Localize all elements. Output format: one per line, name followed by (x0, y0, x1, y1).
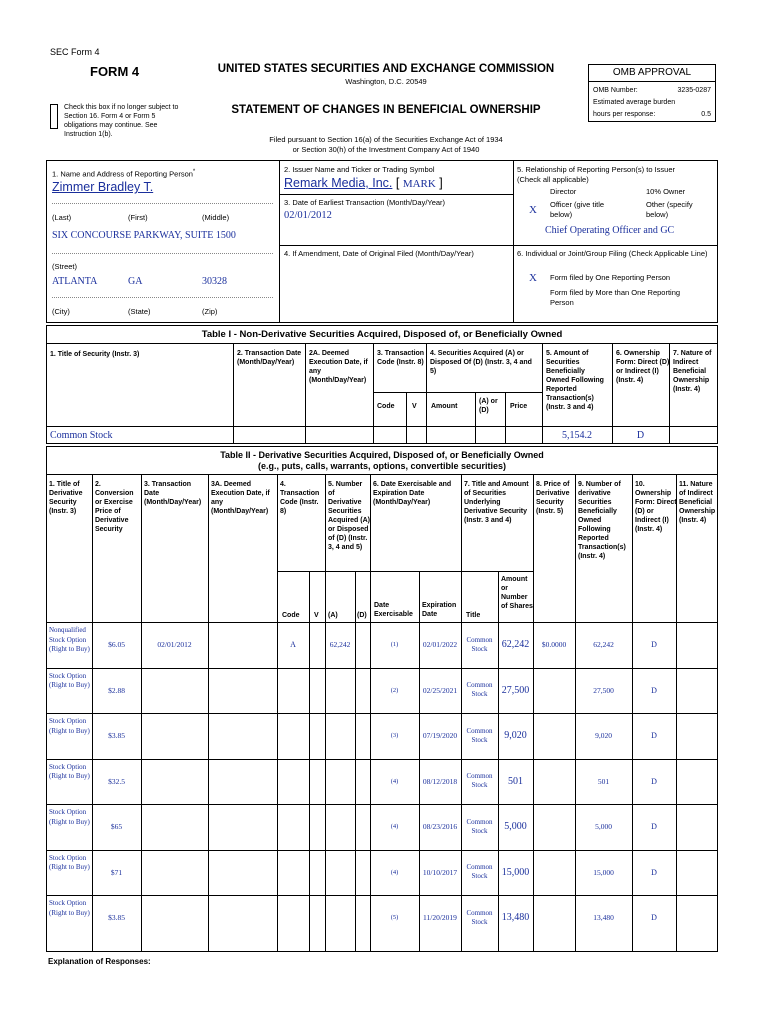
t2-row-price: $2.88 (108, 685, 125, 695)
issuer-name: Remark Media, Inc. [ MARK ] (284, 176, 443, 190)
city-value: ATLANTA (52, 276, 98, 287)
table-2-title: Table II - Derivative Securities Acquired, Disposed of, or Beneficially Owned (220, 450, 544, 460)
more-person-label[interactable]: Form filed by More than One Reporting Person (550, 288, 681, 307)
t2-row-form: D (651, 731, 657, 741)
t2-row-owned: 27,500 (593, 685, 614, 695)
table-row-divider (46, 759, 718, 760)
reporting-person-label: 1. Name and Address of Reporting Person* (52, 169, 196, 179)
omb-approval-box (588, 64, 716, 122)
t1-h1: 1. Title of Security (Instr. 3) (50, 351, 140, 358)
issuer-link[interactable]: Remark Media, Inc. (284, 176, 393, 190)
last-label: (Last) (52, 213, 72, 222)
check-all-label: (Check all applicable) (517, 175, 589, 184)
street-value: SIX CONCOURSE PARKWAY, SUITE 1500 (52, 230, 236, 241)
table-row-divider (46, 895, 718, 896)
t2-row-shares: 27,500 (501, 684, 530, 696)
t2-row-price: $3.85 (108, 731, 125, 741)
t1-h2: 2. Transaction Date (Month/Day/Year) (237, 350, 302, 366)
t2-row-shares: 62,242 (501, 639, 530, 651)
t2-h5: 5. Number of Derivative Securities Acquired (A) or Disposed of (D) (Instr. 3, 4 and 5) (328, 481, 370, 551)
t1-h3: 3. Transaction Code (Instr. 8) (377, 350, 425, 366)
t2-row-price: $3.85 (108, 913, 125, 923)
middle-label: (Middle) (202, 213, 230, 222)
t2-row-expiration: 11/20/2019 (423, 913, 457, 923)
no-longer-subject-checkbox[interactable] (50, 104, 58, 129)
t2-row-form: D (651, 640, 657, 650)
t2-v: V (314, 612, 319, 619)
t2-row-exercisable: (2) (390, 686, 399, 694)
t2-h2: 2. Conversion or Exercise Price of Derivative Security (95, 481, 134, 533)
t2-row-underlying: Common Stock (466, 817, 493, 835)
reporting-person-name[interactable]: Zimmer Bradley T. (52, 180, 154, 194)
t2-row-price: $32.5 (108, 776, 125, 786)
t2-row-price: $65 (110, 822, 123, 832)
explanation-label: Explanation of Responses: (48, 957, 151, 966)
zip-value: 30328 (202, 276, 227, 287)
t2-row-expiration: 08/23/2016 (422, 822, 458, 832)
t1-h4: 4. Securities Acquired (A) or Disposed Of (D) (Instr. 3, 4 and 5) (430, 350, 532, 375)
t2-row-exercisable: (3) (390, 732, 399, 740)
omb-hours: 0.5 (701, 111, 711, 118)
filed-pursuant-line1: Filed pursuant to Section 16(a) of the Securities Exchange Act of 1934 (269, 135, 503, 144)
t2-row-date: 02/01/2012 (157, 640, 192, 650)
t1-amount: Amount (431, 403, 458, 410)
state-label: (State) (128, 307, 151, 316)
t2-row-title: Nonqualified Stock Option (Right to Buy) (49, 626, 90, 653)
one-person-label[interactable]: Form filed by One Reporting Person (550, 273, 671, 282)
t2-row-exercisable: (4) (390, 868, 399, 876)
t2-row-shares: 5,000 (504, 821, 527, 833)
omb-number-label: OMB Number: (593, 87, 638, 94)
t2-row-title: Stock Option (Right to Buy) (49, 717, 90, 735)
filed-pursuant-line2: or Section 30(h) of the Investment Company Act of 1940 (292, 145, 480, 154)
t2-row-underlying: Common Stock (466, 681, 493, 699)
table-1-title: Table I - Non-Derivative Securities Acquired, Disposed of, or Beneficially Owned (201, 329, 563, 340)
t2-row-owned: 15,000 (593, 867, 614, 877)
amendment-label: 4. If Amendment, Date of Original Filed (Month/Day/Year) (284, 249, 474, 258)
t2-row-exercisable: (1) (390, 641, 399, 649)
t2-row-code: A (290, 640, 296, 650)
t2-row-form: D (651, 776, 657, 786)
t1-h7: 7. Nature of Indirect Beneficial Ownership (Instr. 4) (673, 350, 712, 393)
table-row-divider (46, 804, 718, 805)
director-label[interactable]: Director (550, 187, 577, 196)
t2-row-underlying: Common Stock (466, 726, 493, 744)
t2-row-expiration: 10/10/2017 (422, 867, 458, 877)
t2-h7: 7. Title and Amount of Securities Underlying Derivative Security (Instr. 3 and 4) (464, 481, 529, 524)
t1-aord: (A) or (D) (479, 398, 498, 414)
t2-h8: 8. Price of Derivative Security (Instr. 5) (536, 481, 570, 515)
sec-form-label: SEC Form 4 (50, 47, 100, 57)
t2-row-expiration: 02/01/2022 (422, 640, 458, 650)
t2-row-title: Stock Option (Right to Buy) (49, 671, 90, 689)
officer-title: Chief Operating Officer and GC (545, 225, 675, 236)
t2-row-form: D (651, 822, 657, 832)
t2-row-shares: 15,000 (501, 866, 530, 878)
commission-location: Washington, D.C. 20549 (345, 77, 427, 86)
t2-exp: Expiration Date (422, 602, 457, 618)
city-label: (City) (52, 307, 70, 316)
t2-row-underlying: Common Stock (466, 863, 493, 881)
t2-h9: 9. Number of derivative Securities Beneficially Owned Following Reported Transaction(s) (Instr. 4) (578, 481, 626, 560)
t2-row-form: D (651, 867, 657, 877)
t2-d: (D) (357, 612, 367, 619)
t2-row-exercisable: (4) (390, 823, 399, 831)
t2-row-underlying: Common Stock (466, 635, 493, 653)
earliest-date-label: 3. Date of Earliest Transaction (Month/Day/Year) (284, 198, 446, 207)
t2-h4: 4. Transaction Code (Instr. 8) (280, 481, 320, 515)
t1-h2a: 2A. Deemed Execution Date, if any (Month/Day/Year) (309, 350, 368, 384)
t2-h6: 6. Date Exercisable and Expiration Date (Month/Day/Year) (373, 481, 452, 506)
omb-burden-label: Estimated average burden (593, 99, 676, 106)
t2-code: Code (282, 612, 300, 619)
t2-row-expiration: 07/19/2020 (422, 731, 458, 741)
t2-row-title: Stock Option (Right to Buy) (49, 762, 90, 780)
t2-row-title: Stock Option (Right to Buy) (49, 899, 90, 917)
officer-label[interactable]: Officer (give title below) (550, 200, 605, 219)
state-value: GA (128, 276, 143, 287)
t1-row-form: D (636, 430, 645, 441)
t1-code: Code (377, 403, 395, 410)
filing-type-label: 6. Individual or Joint/Group Filing (Check Applicable Line) (517, 249, 708, 258)
issuer-label: 2. Issuer Name and Ticker or Trading Symbol (284, 165, 435, 174)
t2-row-a: 62,242 (329, 640, 351, 650)
street-label: (Street) (52, 262, 78, 271)
ten-percent-label[interactable]: 10% Owner (646, 187, 686, 196)
t1-v: V (412, 403, 417, 410)
t2-row-shares: 13,480 (501, 912, 530, 924)
earliest-date-value: 02/01/2012 (284, 210, 332, 221)
t2-row-shares: 501 (508, 775, 523, 787)
omb-title: OMB APPROVAL (589, 65, 715, 82)
t2-row-form: D (651, 685, 657, 695)
t2-row-owned: 501 (597, 776, 610, 786)
t2-row-owned: 5,000 (595, 822, 612, 832)
t2-row-underlying: Common Stock (466, 772, 493, 790)
t1-row-amount: 5,154.2 (562, 430, 592, 441)
t2-row-shares: 9,020 (504, 730, 527, 742)
t2-row-title: Stock Option (Right to Buy) (49, 853, 90, 871)
t2-amount-col: Amount or Number of Shares (501, 576, 533, 610)
t2-h3a: 3A. Deemed Execution Date, if any (Month/Day/Year) (211, 481, 270, 515)
t2-row-price: $6.05 (108, 640, 125, 650)
t2-date-ex: Date Exercisable (374, 602, 413, 618)
t1-h5: 5. Amount of Securities Beneficially Owned Following Reported Transaction(s) (Instr. 3 and 4) (546, 350, 604, 411)
t2-h11: 11. Nature of Indirect Beneficial Ownership (Instr. 4) (679, 481, 716, 524)
t2-h3: 3. Transaction Date (Month/Day/Year) (144, 481, 202, 506)
t2-h10: 10. Ownership Form: Direct (D) or Indirect (I) (Instr. 4) (635, 481, 677, 533)
other-label[interactable]: Other (specify below) (646, 200, 693, 219)
table-row-divider (46, 668, 718, 669)
t1-price: Price (510, 403, 528, 410)
t2-row-expiration: 08/12/2018 (422, 776, 458, 786)
zip-label: (Zip) (202, 307, 218, 316)
t2-row-exercisable: (5) (390, 914, 399, 922)
table-2-subtitle: (e.g., puts, calls, warrants, options, convertible securities) (257, 461, 507, 471)
omb-number: 3235-0287 (677, 87, 711, 94)
relationship-label: 5. Relationship of Reporting Person(s) to Issuer (517, 165, 675, 174)
omb-hours-label: hours per response: (593, 111, 656, 118)
one-person-check-mark[interactable]: X (529, 272, 537, 284)
officer-check-mark[interactable]: X (529, 204, 537, 216)
first-label: (First) (128, 213, 148, 222)
form-title: FORM 4 (90, 64, 140, 79)
t2-row-title: Stock Option (Right to Buy) (49, 808, 90, 826)
table-row-divider (46, 713, 718, 714)
t2-title-col: Title (466, 612, 481, 619)
commission-title: UNITED STATES SECURITIES AND EXCHANGE COMMISSION (217, 63, 555, 75)
t1-row-security: Common Stock (50, 430, 113, 441)
t2-row-expiration: 02/25/2021 (422, 685, 458, 695)
t2-row-form: D (651, 913, 657, 923)
t2-h1: 1. Title of Derivative Security (Instr. 3) (49, 481, 83, 515)
t2-row-price: $71 (110, 867, 123, 877)
table-row-divider (46, 850, 718, 851)
check-box-text: Check this box if no longer subject to Section 16. Form 4 or Form 5 obligations may continue. See Instruction 1(b). (64, 104, 179, 138)
t1-h6: 6. Ownership Form: Direct (D) or Indirect (I) (Instr. 4) (616, 350, 670, 384)
t2-row-underlying: Common Stock (466, 908, 493, 926)
t2-row-price8: $0.0000 (541, 640, 567, 650)
t2-row-owned: 9,020 (595, 731, 612, 741)
t2-a: (A) (328, 612, 338, 619)
t2-row-owned: 62,242 (593, 640, 614, 650)
t2-row-exercisable: (4) (390, 777, 399, 785)
statement-title: STATEMENT OF CHANGES IN BENEFICIAL OWNERSHIP (231, 104, 541, 116)
t2-row-owned: 13,480 (593, 913, 614, 923)
